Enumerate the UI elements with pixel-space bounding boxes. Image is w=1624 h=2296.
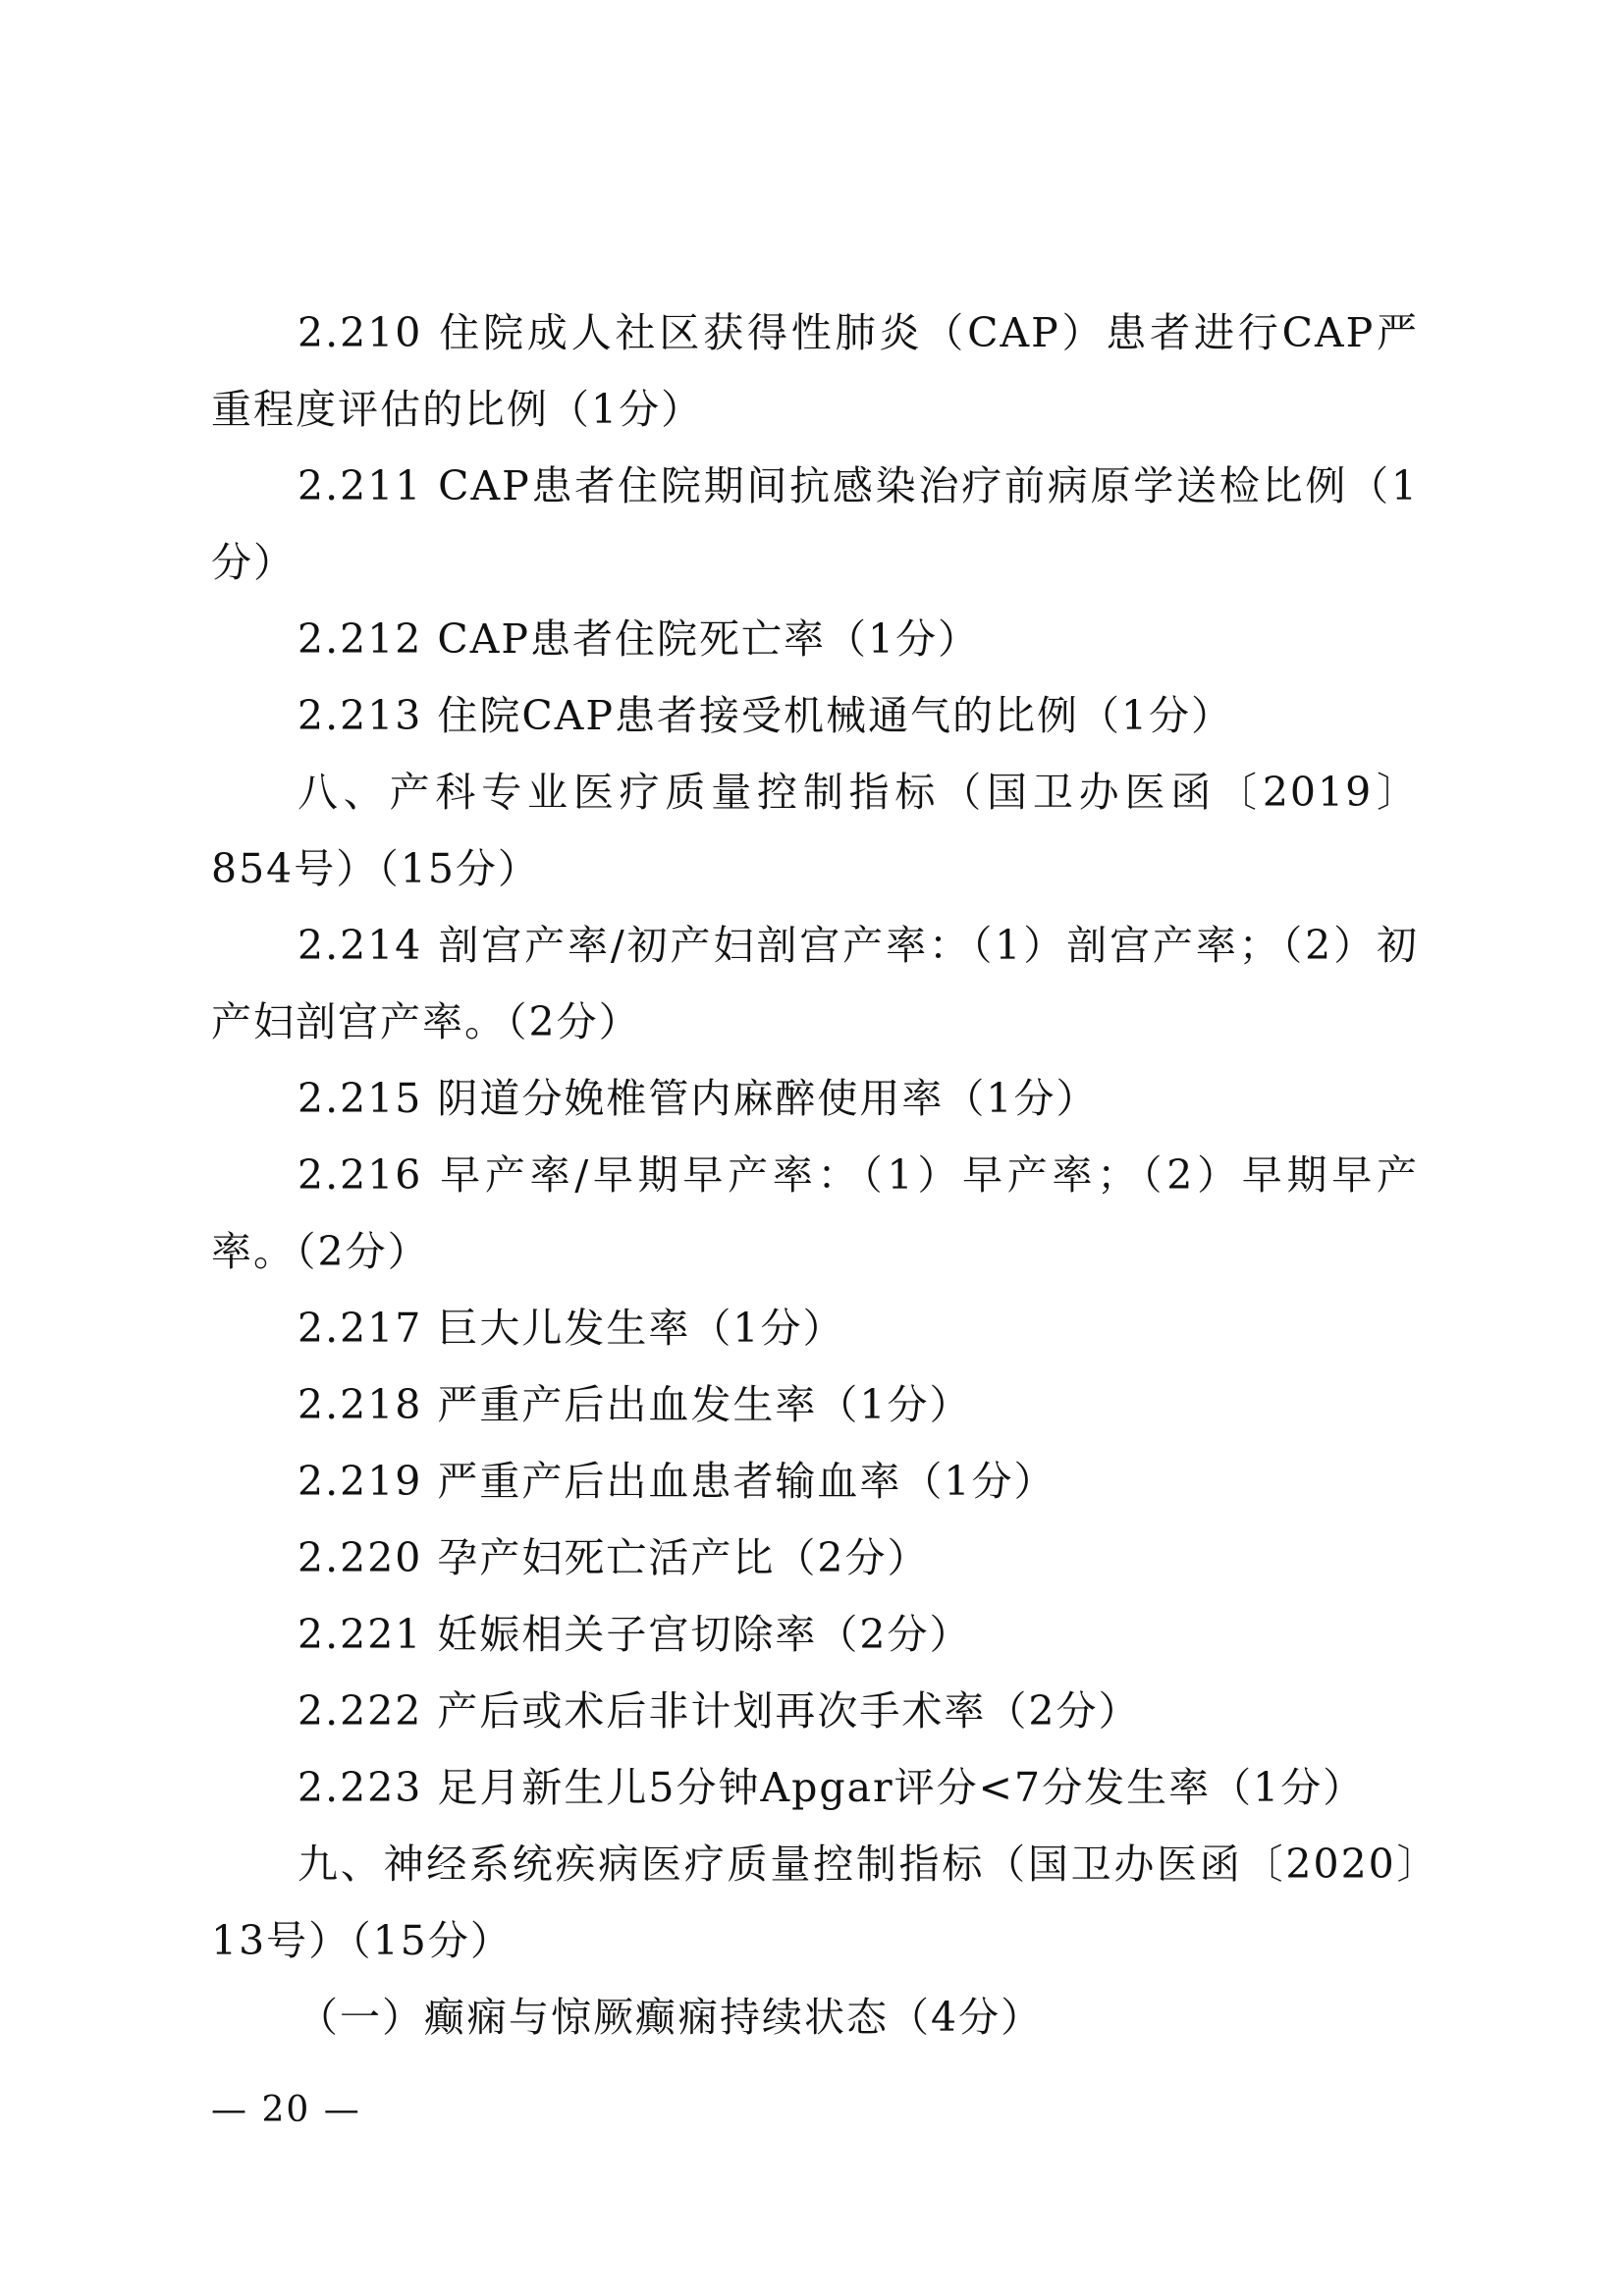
- subsection-heading-epilepsy: （一）癫痫与惊厥癫痫持续状态（4分）: [298, 1994, 1044, 2041]
- indicator-2-223: 2.223 足月新生儿5分钟Apgar评分<7分发生率（1分）: [298, 1764, 1366, 1811]
- indicator-2-221: 2.221 妊娠相关子宫切除率（2分）: [298, 1611, 972, 1658]
- indicator-2-219: 2.219 严重产后出血患者输血率（1分）: [298, 1458, 1056, 1505]
- indicator-2-220: 2.220 孕产妇死亡活产比（2分）: [298, 1534, 930, 1581]
- section-heading-8: 八、产科专业医疗质量控制指标（国卫办医函〔2019〕854号）（15分）: [211, 769, 1419, 892]
- section-heading-9: 九、神经系统疾病医疗质量控制指标（国卫办医函〔2020〕13号）（15分）: [211, 1841, 1419, 1964]
- indicator-2-213: 2.213 住院CAP患者接受机械通气的比例（1分）: [298, 692, 1234, 739]
- indicator-2-222: 2.222 产后或术后非计划再次手术率（2分）: [298, 1687, 1141, 1735]
- indicator-2-217: 2.217 巨大儿发生率（1分）: [298, 1305, 845, 1352]
- indicator-2-218: 2.218 严重产后出血发生率（1分）: [298, 1381, 972, 1428]
- page-number: — 20 —: [211, 2090, 361, 2130]
- indicator-2-214: 2.214 剖宫产率/初产妇剖宫产率：（1）剖宫产率；（2）初产妇剖宫产率。（2分）: [211, 922, 1419, 1045]
- indicator-2-212: 2.212 CAP患者住院死亡率（1分）: [298, 615, 981, 663]
- document-body: [211, 294, 1419, 2056]
- indicator-2-216: 2.216 早产率/早期早产率：（1）早产率；（2）早期早产率。（2分）: [211, 1151, 1419, 1275]
- indicator-2-210: 2.210 住院成人社区获得性肺炎（CAP）患者进行CAP严重程度评估的比例（1分）: [211, 309, 1419, 433]
- indicator-2-215: 2.215 阴道分娩椎管内麻醉使用率（1分）: [298, 1075, 1099, 1122]
- indicator-2-211: 2.211 CAP患者住院期间抗感染治疗前病原学送检比例（1分）: [211, 462, 1419, 586]
